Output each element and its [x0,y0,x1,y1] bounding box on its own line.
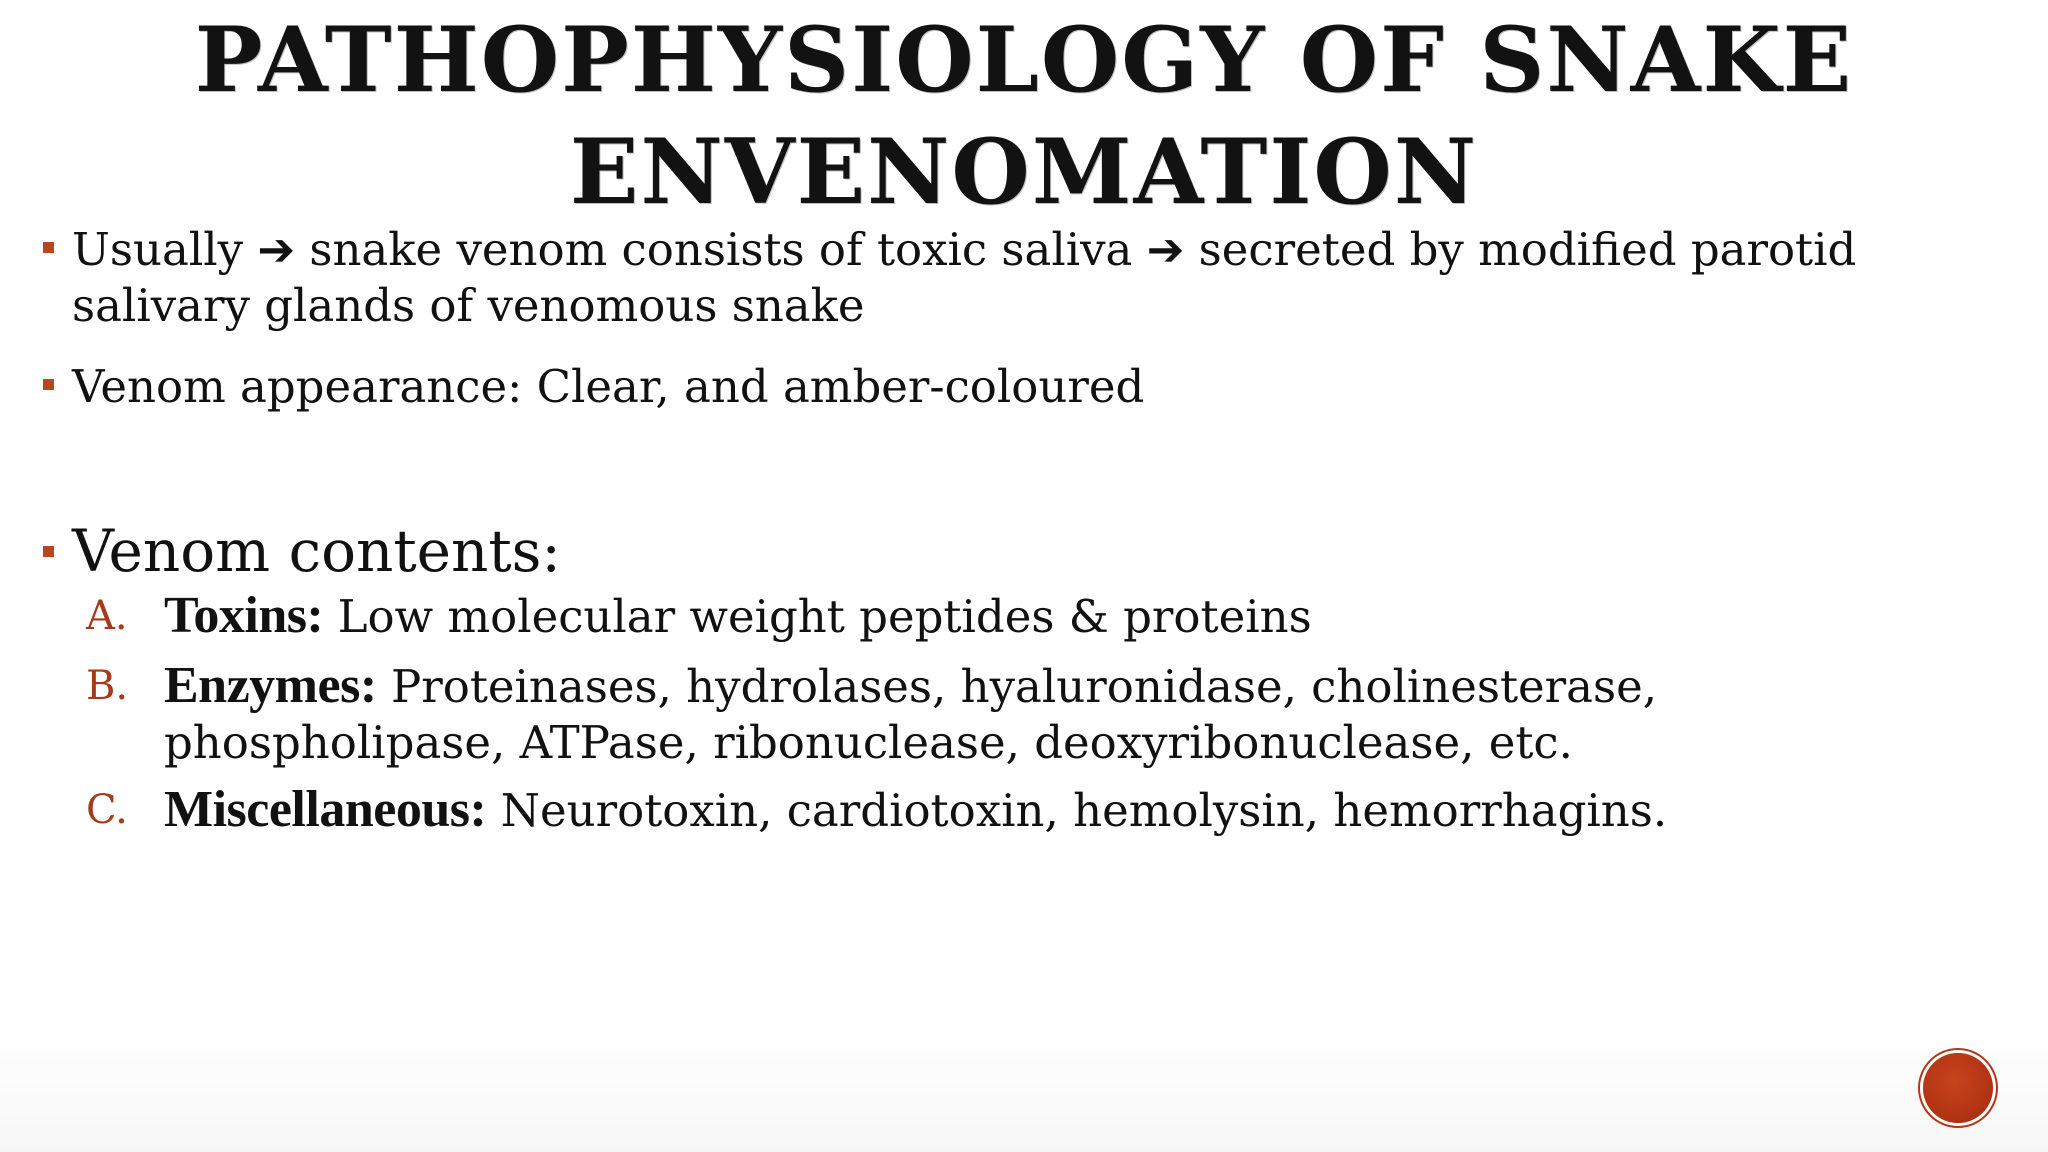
slide-title [0,4,2048,228]
slide-title-line-1: PATHOPHYSIOLOGY OF SNAKE [194,7,1854,113]
bullet-text: Venom contents: [72,517,561,585]
sub-item-body [164,658,1964,771]
sub-item-letter: B. [86,663,129,709]
square-bullet-icon [43,546,54,557]
sub-item-body [164,588,1964,645]
square-bullet-icon [43,242,54,253]
slide-footer-shade [0,1024,2048,1152]
sub-item-term: Toxins: [164,587,324,644]
sub-item-text: Low molecular weight peptides & proteins [323,590,1312,643]
sub-item-term: Enzymes: [164,657,377,714]
circle-button-icon[interactable] [1923,1053,1993,1123]
bullet-text: Venom appearance: Clear, and amber-coloured [72,360,1145,413]
sub-item-body [164,782,1964,839]
slide-title-line-2: ENVENOMATION [569,119,1479,225]
sub-item-letter: A. [86,593,128,639]
sub-item-text: Proteinases, hydrolases, hyaluronidase, cholinesterase, phospholipase, ATPase, ribonuclease, deoxyribonuclease, etc. [164,660,1658,769]
sub-item-letter: C. [86,787,128,833]
sub-item-term: Miscellaneous: [164,781,487,838]
sub-item-text: Neurotoxin, cardiotoxin, hemolysin, hemorrhagins. [486,784,1668,837]
square-bullet-icon [43,379,54,390]
bullet-text: Usually ➔ snake venom consists of toxic saliva ➔ secreted by modified parotid salivary glands of venomous snake [72,223,1857,332]
